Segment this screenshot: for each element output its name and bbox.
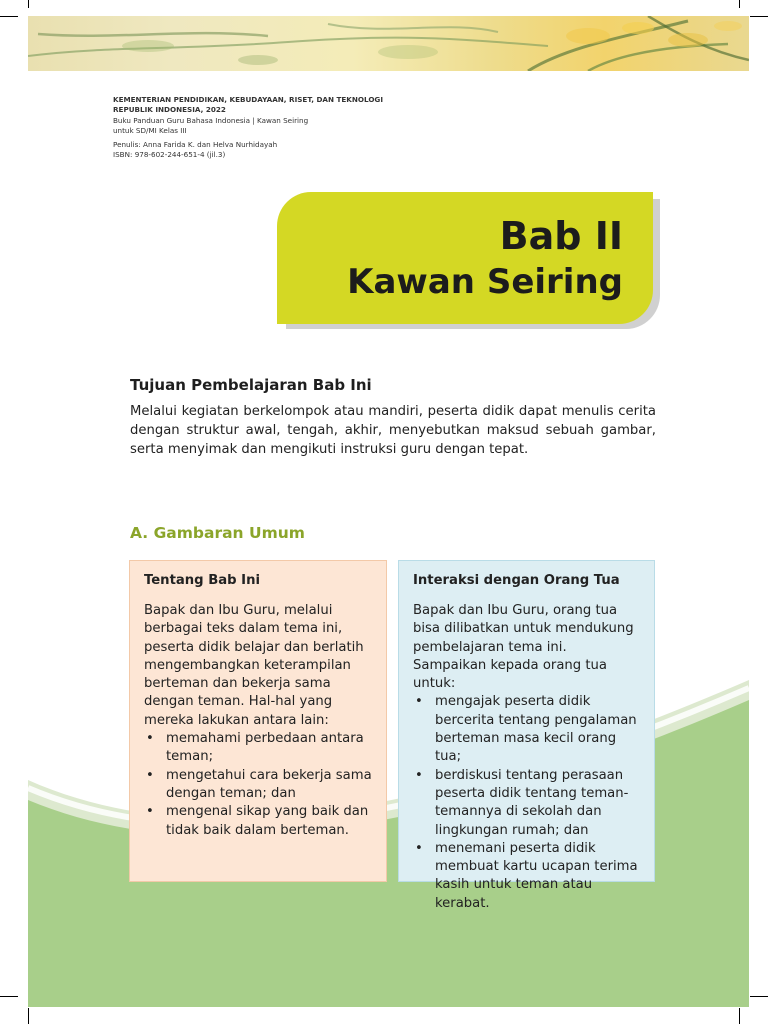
- crop-mark: [750, 996, 768, 997]
- crop-mark: [0, 996, 18, 997]
- chapter-number: Bab II: [499, 214, 623, 258]
- learning-goal-heading: Tujuan Pembelajaran Bab Ini: [130, 376, 372, 394]
- parent-interaction-intro: Bapak dan Ibu Guru, orang tua bisa dilibatkan untuk mendukung pembelajaran tema ini. Sampaikan kepada orang tua untuk:: [413, 603, 634, 692]
- crop-mark: [28, 1008, 29, 1024]
- list-item: • mengajak peserta didik bercerita tentang pengalaman berteman masa kecil orang tua;: [413, 693, 642, 766]
- ministry-line-2: REPUBLIK INDONESIA, 2022: [113, 105, 226, 115]
- chapter-title-box: [277, 192, 653, 324]
- publication-metadata: [113, 95, 513, 160]
- authors: Penulis: Anna Farida K. dan Helva Nurhidayah: [113, 139, 278, 149]
- about-chapter-list: [144, 730, 374, 840]
- list-item: • berdiskusi tentang perasaan peserta didik tentang teman-temannya di sekolah dan lingkungan rumah; dan: [413, 767, 642, 840]
- section-a-heading: A. Gambaran Umum: [130, 524, 305, 542]
- plant-illustration: [28, 16, 749, 71]
- parent-interaction-box: [398, 560, 655, 911]
- crop-mark: [0, 16, 18, 17]
- crop-mark: [750, 16, 768, 17]
- about-chapter-title: Tentang Bab Ini: [144, 573, 260, 588]
- list-item: • memahami perbedaan antara teman;: [144, 730, 374, 767]
- chapter-title: Kawan Seiring: [347, 262, 623, 302]
- about-chapter-intro: Bapak dan Ibu Guru, melalui berbagai teks dalam tema ini, peserta didik belajar dan berlatih mengembangkan keterampilan berteman dan bekerja sama dengan teman. Hal-hal yang mereka lakukan antara lain:: [144, 603, 364, 728]
- parent-interaction-title: Interaksi dengan Orang Tua: [413, 573, 620, 588]
- list-item: • menemani peserta didik membuat kartu ucapan terima kasih untuk teman atau kerabat.: [413, 840, 642, 913]
- ministry-line-1: KEMENTERIAN PENDIDIKAN, KEBUDAYAAN, RISET, DAN TEKNOLOGI: [113, 95, 384, 104]
- about-chapter-box: [129, 560, 387, 882]
- learning-goal-text: Melalui kegiatan berkelompok atau mandiri, peserta didik dapat menulis cerita dengan struktur awal, tengah, akhir, menyebutkan maksud sebuah gambar, serta menyimak dan mengikuti instruksi guru dengan tepat.: [130, 404, 656, 457]
- crop-mark: [28, 0, 29, 8]
- list-item: • mengetahui cara bekerja sama dengan teman; dan: [144, 767, 374, 804]
- book-title-line-1: Buku Panduan Guru Bahasa Indonesia | Kawan Seiring: [113, 115, 309, 125]
- parent-interaction-list: [413, 693, 642, 913]
- crop-mark: [739, 0, 740, 8]
- crop-mark: [739, 1008, 740, 1024]
- header-banner-image: [28, 16, 749, 71]
- list-item: • mengenal sikap yang baik dan tidak baik dalam berteman.: [144, 803, 374, 840]
- book-title-line-2: untuk SD/MI Kelas III: [113, 126, 187, 136]
- isbn: ISBN: 978-602-244-651-4 (jil.3): [113, 150, 226, 160]
